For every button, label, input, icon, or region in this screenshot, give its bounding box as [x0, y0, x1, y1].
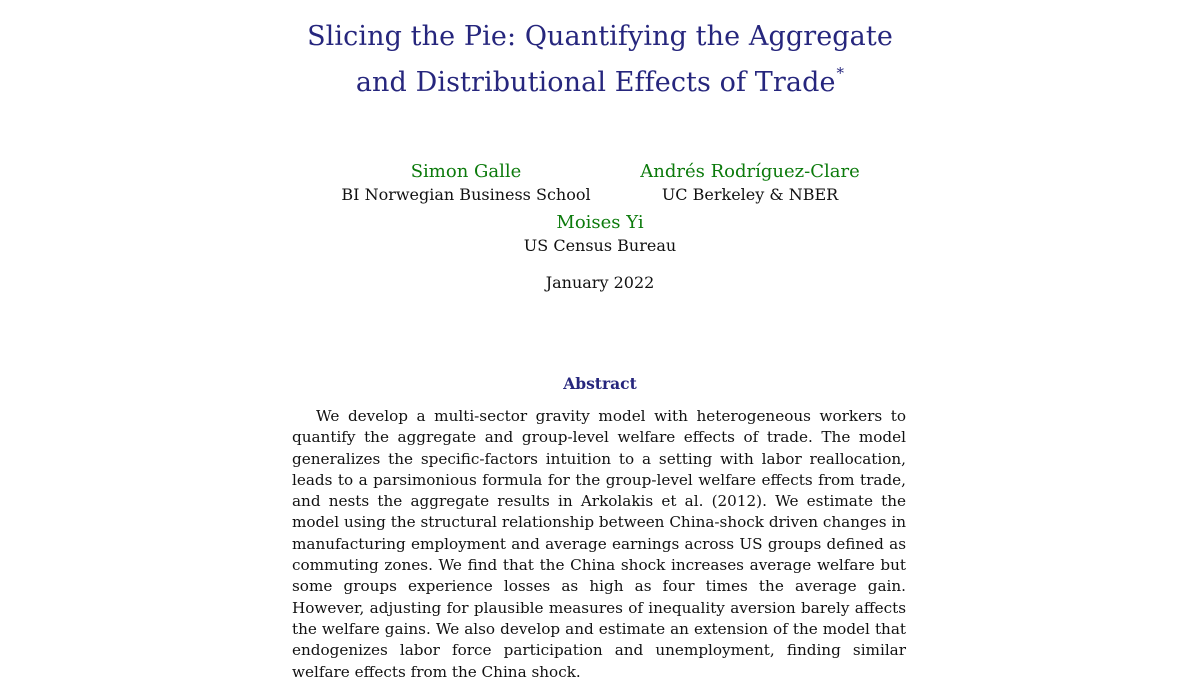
- author-affiliation: BI Norwegian Business School: [341, 185, 591, 204]
- author-affiliation: US Census Bureau: [523, 236, 677, 255]
- publication-date: January 2022: [545, 273, 655, 292]
- author-name[interactable]: Simon Galle: [410, 161, 522, 182]
- author-block-galle: [330, 160, 602, 206]
- title-line-2: [0, 60, 1200, 106]
- abstract-heading: Abstract: [563, 374, 637, 393]
- title-line-2-text: and Distributional Effects of Trade: [355, 67, 836, 98]
- paper-title: [0, 14, 1200, 106]
- author-block-rodriguez-clare: [632, 160, 868, 206]
- author-block-yi: [470, 211, 730, 257]
- author-name[interactable]: Moises Yi: [556, 212, 644, 233]
- title-line-1: Slicing the Pie: Quantifying the Aggregate: [307, 21, 893, 52]
- author-name[interactable]: Andrés Rodríguez-Clare: [640, 161, 860, 182]
- title-footnote-marker[interactable]: *: [836, 64, 845, 82]
- author-affiliation: UC Berkeley & NBER: [661, 185, 839, 204]
- abstract-text: We develop a multi-sector gravity model with heterogeneous workers to quantify the aggregate and group-level welfare effects of trade. The model generalizes the specific-factors intuition to a setting with labor reallocation, leads to a parsimonious formula for the group-level welfare effects from trade, and nests the aggregate results in Arkolakis et al. (2012). We estimate the model using the structural relationship between China-shock driven changes in manufacturing employment and average earnings across US groups defined as commuting zones. We find that the China shock increases average welfare but some groups experience losses as high as four times the average gain. However, adjusting for plausible measures of inequality aversion barely affects the welfare gains. We also develop and estimate an extension of the model that endogenizes labor force participation and unemployment, finding similar welfare effects from the China shock.: [292, 407, 906, 681]
